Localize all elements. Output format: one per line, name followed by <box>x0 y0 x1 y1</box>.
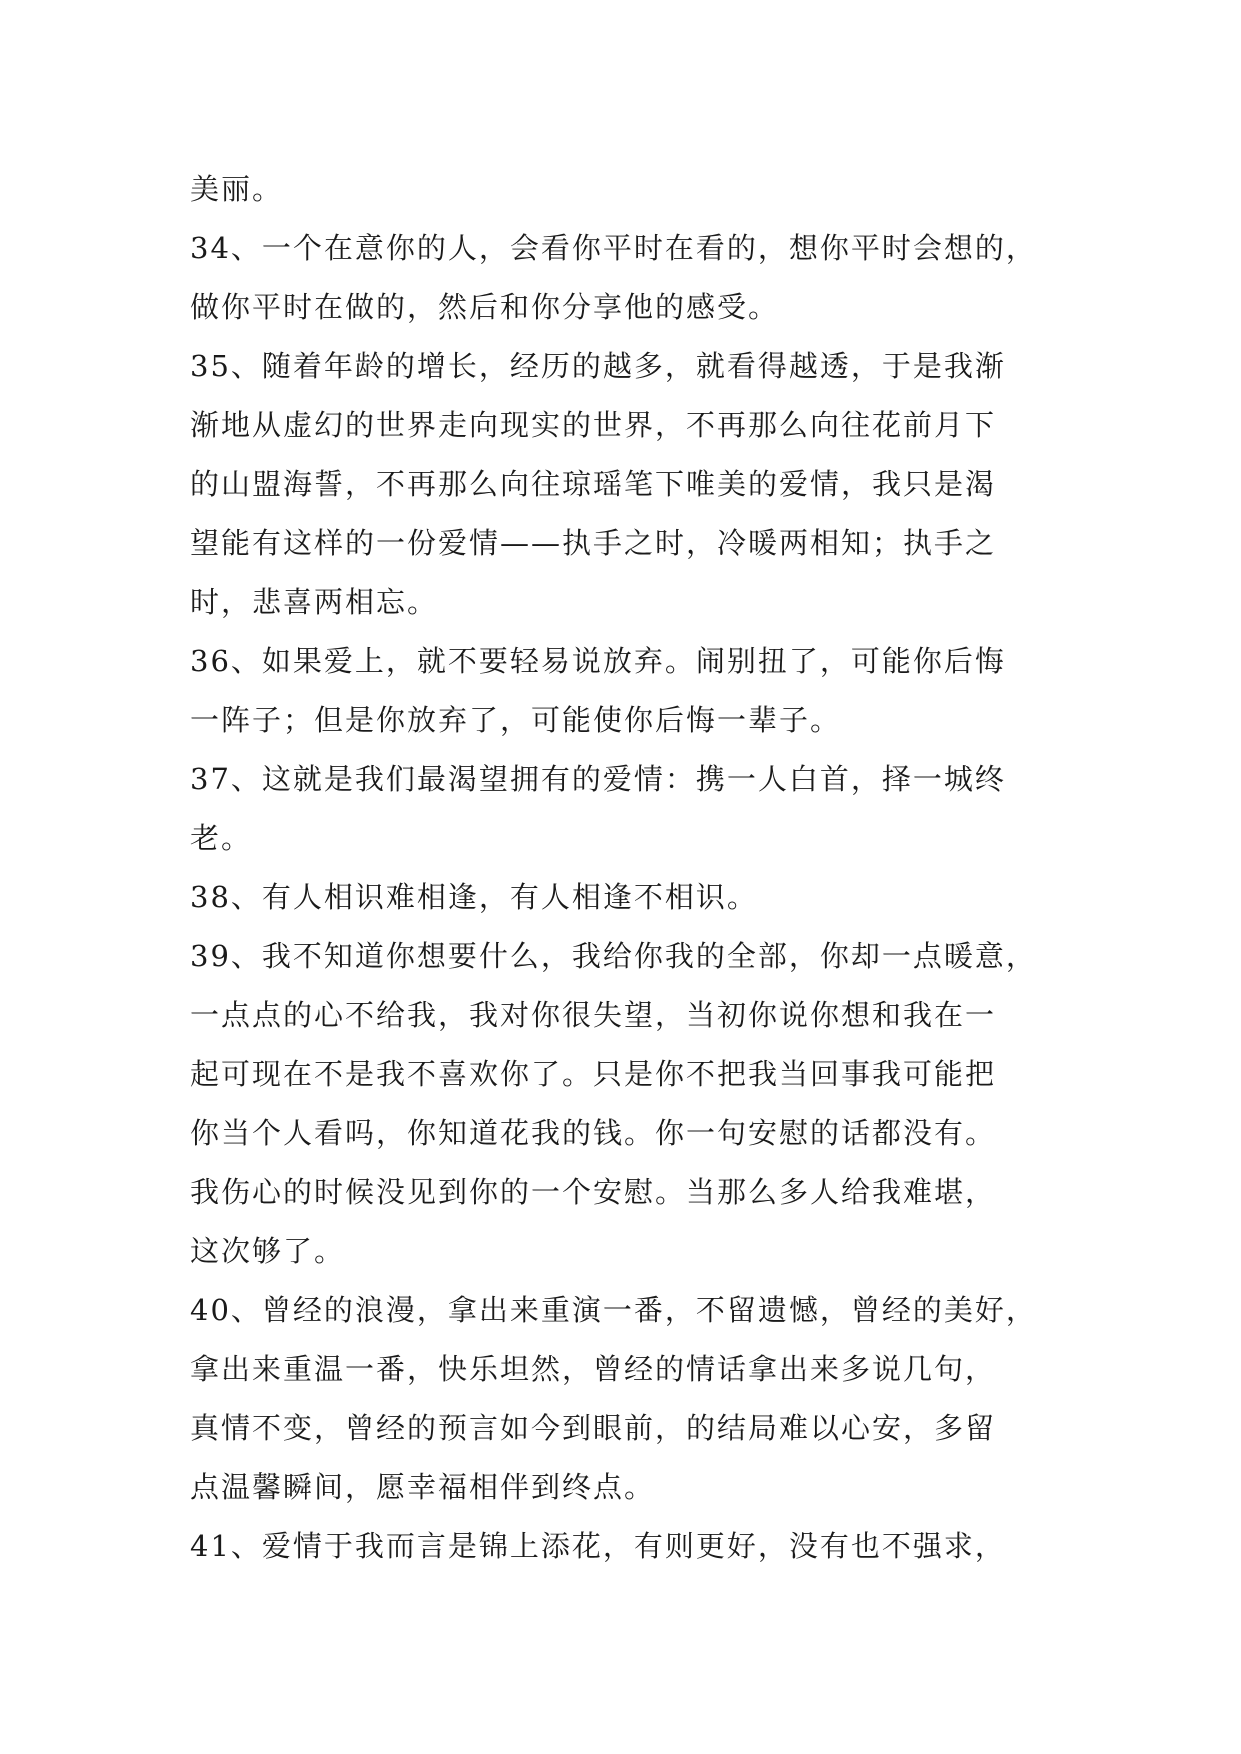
text-line: 拿出来重温一番，快乐坦然，曾经的情话拿出来多说几句， <box>190 1352 997 1386</box>
text-line: 你当个人看吗，你知道花我的钱。你一句安慰的话都没有。 <box>190 1116 997 1150</box>
text-line: 35、随着年龄的增长，经历的越多，就看得越透，于是我渐 <box>190 349 1006 383</box>
text-line: 39、我不知道你想要什么，我给你我的全部，你却一点暖意， <box>190 939 1037 973</box>
text-line: 这次够了。 <box>190 1234 346 1268</box>
text-line: 38、有人相识难相逢，有人相逢不相识。 <box>190 880 758 914</box>
text-line: 老。 <box>190 821 253 855</box>
text-line: 34、一个在意你的人，会看你平时在看的，想你平时会想的， <box>190 231 1037 265</box>
text-line: 时，悲喜两相忘。 <box>190 585 439 619</box>
text-column <box>190 160 1070 1576</box>
text-line: 一点点的心不给我，我对你很失望，当初你说你想和我在一 <box>190 998 997 1032</box>
text-line: 望能有这样的一份爱情——执手之时，冷暖两相知；执手之 <box>190 526 997 560</box>
text-line: 36、如果爱上，就不要轻易说放弃。闹别扭了，可能你后悔 <box>190 644 1006 678</box>
text-line: 起可现在不是我不喜欢你了。只是你不把我当回事我可能把 <box>190 1057 997 1091</box>
text-line: 美丽。 <box>190 172 284 206</box>
text-line: 渐地从虚幻的世界走向现实的世界，不再那么向往花前月下 <box>190 408 997 442</box>
text-line: 一阵子；但是你放弃了，可能使你后悔一辈子。 <box>190 703 842 737</box>
text-line: 做你平时在做的，然后和你分享他的感受。 <box>190 290 780 324</box>
text-line: 点温馨瞬间，愿幸福相伴到终点。 <box>190 1470 656 1504</box>
text-line: 我伤心的时候没见到你的一个安慰。当那么多人给我难堪， <box>190 1175 997 1209</box>
text-line: 的山盟海誓，不再那么向往琼瑶笔下唯美的爱情，我只是渴 <box>190 467 997 501</box>
text-line: 40、曾经的浪漫，拿出来重演一番，不留遗憾，曾经的美好， <box>190 1293 1037 1327</box>
text-line: 37、这就是我们最渴望拥有的爱情：携一人白首，择一城终 <box>190 762 1006 796</box>
text-line: 41、爱情于我而言是锦上添花，有则更好，没有也不强求， <box>190 1529 1006 1563</box>
text-line: 真情不变，曾经的预言如今到眼前，的结局难以心安，多留 <box>190 1411 997 1445</box>
